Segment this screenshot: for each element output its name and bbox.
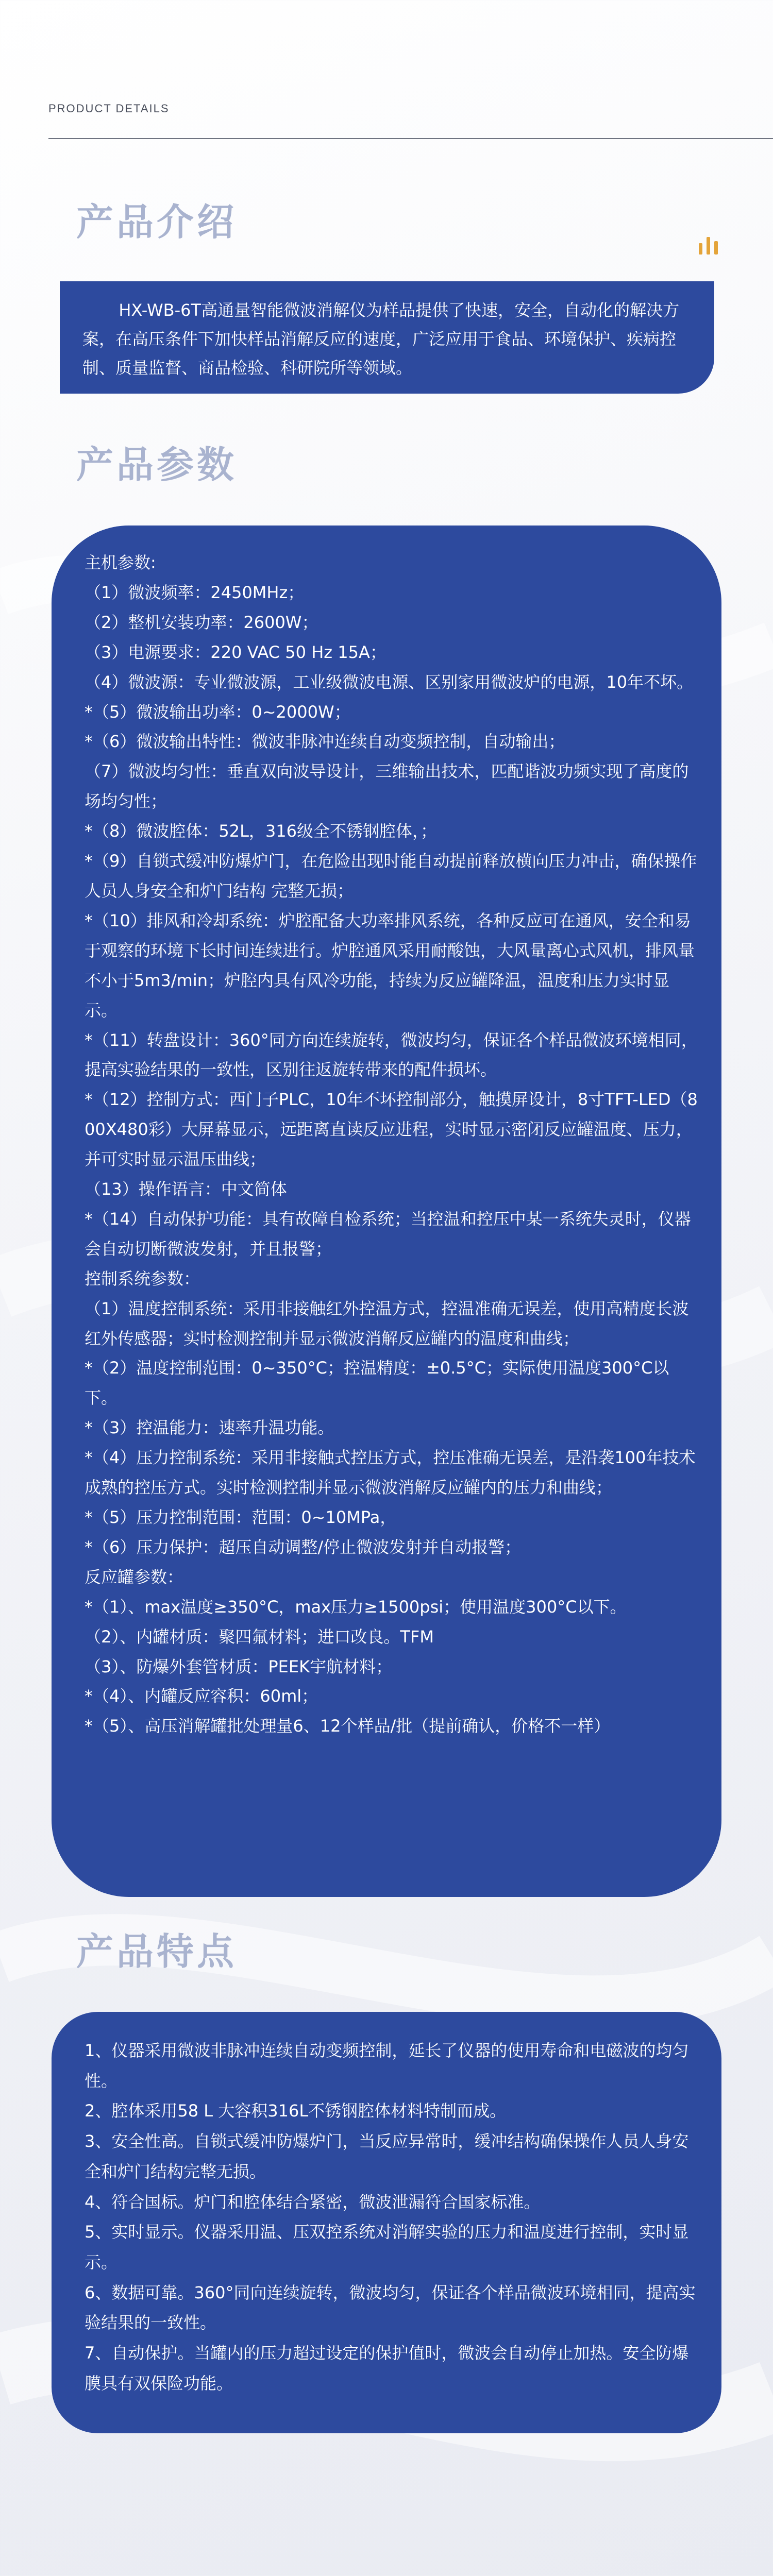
- param-line: 控制系统参数：: [85, 1268, 200, 1289]
- param-line: （13）操作语言：中文简体: [85, 1179, 287, 1199]
- intro-text: HX-WB-6T高通量智能微波消解仪为样品提供了快速，安全，自动化的解决方案，在高压条件下加快样品消解反应的速度，广泛应用于食品、环境保护、疾病控制、质量监督、商品检验、科研院所等领域。: [82, 300, 680, 378]
- param-line: （2）、内罐材质：聚四氟材料；进口改良。TFM: [85, 1626, 434, 1647]
- param-line: *（2）温度控制范围：0~350°C；控温精度：±0.5°C；实际使用温度300°C以下。: [85, 1358, 669, 1408]
- intro-title: 产品介绍: [76, 200, 238, 244]
- param-line: （3）电源要求：220 VAC 50 Hz 15A；: [85, 642, 386, 662]
- param-line: 反应罐参数：: [85, 1567, 184, 1587]
- feature-line: 1、仪器采用微波非脉冲连续自动变频控制，延长了仪器的使用寿命和电磁波的均匀性。: [85, 2041, 689, 2091]
- feature-line: 5、实时显示。仪器采用温、压双控系统对消解实验的压力和温度进行控制，实时显示。: [85, 2222, 689, 2272]
- param-line: （4）微波源：专业微波源，工业级微波电源、区别家用微波炉的电源，10年不坏。: [85, 672, 694, 692]
- param-line: （1）微波频率：2450MHz；: [85, 582, 305, 602]
- param-line: *（9）自锁式缓冲防爆炉门，在危险出现时能自动提前释放横向压力冲击，确保操作人员人身安全和炉门结构 完整无损；: [85, 851, 697, 901]
- feature-line: 3、安全性高。自锁式缓冲防爆炉门，当反应异常时，缓冲结构确保操作人员人身安全和炉门结构完整无损。: [85, 2131, 689, 2181]
- param-line: *（14）自动保护功能：具有故障自检系统；当控温和控压中某一系统失灵时，仪器会自动切断微波发射，并且报警；: [85, 1209, 691, 1259]
- param-line: （3）、防爆外套管材质：PEEK宇航材料；: [85, 1656, 393, 1676]
- features-panel: [52, 2012, 721, 2433]
- param-line: （1）温度控制系统：采用非接触红外控温方式，控温准确无误差，使用高精度长波红外传感器；实时检测控制并显示微波消解反应罐内的温度和曲线；: [85, 1298, 689, 1348]
- param-line: *（4）压力控制系统：采用非接触式控压方式，控压准确无误差，是沿袭100年技术成熟的控压方式。实时检测控制并显示微波消解反应罐内的压力和曲线；: [85, 1448, 696, 1498]
- feature-line: 2、腔体采用58 L 大容积316L不锈钢腔体材料特制而成。: [85, 2101, 507, 2121]
- features-title: 产品特点: [76, 1930, 238, 1973]
- param-line: *（12）控制方式：西门子PLC，10年不坏控制部分，触摸屏设计，8寸TFT-LED（800X480彩）大屏幕显示，远距离直读反应进程，实时显示密闭反应罐温度、压力，并可实时显示温压曲线；: [85, 1090, 698, 1170]
- params-panel: [52, 526, 721, 1897]
- param-line: *（6）微波输出特性：微波非脉冲连续自动变频控制，自动输出；: [85, 732, 565, 752]
- param-line: *（5）压力控制范围：范围：0~10MPa，: [85, 1507, 397, 1527]
- param-line: *（5）微波输出功率：0~2000W；: [85, 702, 351, 722]
- feature-line: 6、数据可靠。360°同向连续旋转，微波均匀，保证各个样品微波环境相同，提高实验结果的一致性。: [85, 2282, 696, 2333]
- feature-line: 4、符合国标。炉门和腔体结合紧密，微波泄漏符合国家标准。: [85, 2192, 541, 2212]
- params-title: 产品参数: [76, 443, 238, 486]
- intro-panel: [60, 281, 714, 394]
- param-line: （2）整机安装功率：2600W；: [85, 612, 318, 632]
- param-line: *（4）、内罐反应容积：60ml；: [85, 1686, 318, 1706]
- param-line: （7）微波均匀性：垂直双向波导设计，三维输出技术，匹配谐波功频实现了高度的场均匀性；: [85, 761, 689, 811]
- param-line: *（11）转盘设计：360°同方向连续旋转，微波均匀，保证各个样品微波环境相同，提高实验结果的一致性，区别往返旋转带来的配件损坏。: [85, 1030, 698, 1080]
- param-line: *（3）控温能力：速率升温功能。: [85, 1418, 334, 1438]
- product-details-label: PRODUCT DETAILS: [48, 102, 170, 115]
- orange-bars-icon: [699, 237, 722, 255]
- feature-line: 7、自动保护。当罐内的压力超过设定的保护值时，微波会自动停止加热。安全防爆膜具有双保险功能。: [85, 2343, 689, 2393]
- param-line: *（1）、max温度≥350°C，max压力≥1500psi；使用温度300°C以下。: [85, 1597, 627, 1617]
- header-divider: [48, 138, 773, 139]
- param-line: *（6）压力保护：超压自动调整/停止微波发射并自动报警；: [85, 1537, 522, 1557]
- param-line: *（10）排风和冷却系统：炉腔配备大功率排风系统，各种反应可在通风，安全和易于观察的环境下长时间连续进行。炉腔通风采用耐酸蚀，大风量离心式风机，排风量不小于5m3/min；炉腔内具有风冷功能，持续为反应罐降温，温度和压力实时显示。: [85, 910, 695, 1020]
- param-line: *（5）、高压消解罐批处理量6、12个样品/批（提前确认，价格不一样）: [85, 1716, 611, 1736]
- param-line: *（8）微波腔体：52L，316级全不锈钢腔体，；: [85, 821, 437, 841]
- param-line: 主机参数:: [85, 553, 156, 572]
